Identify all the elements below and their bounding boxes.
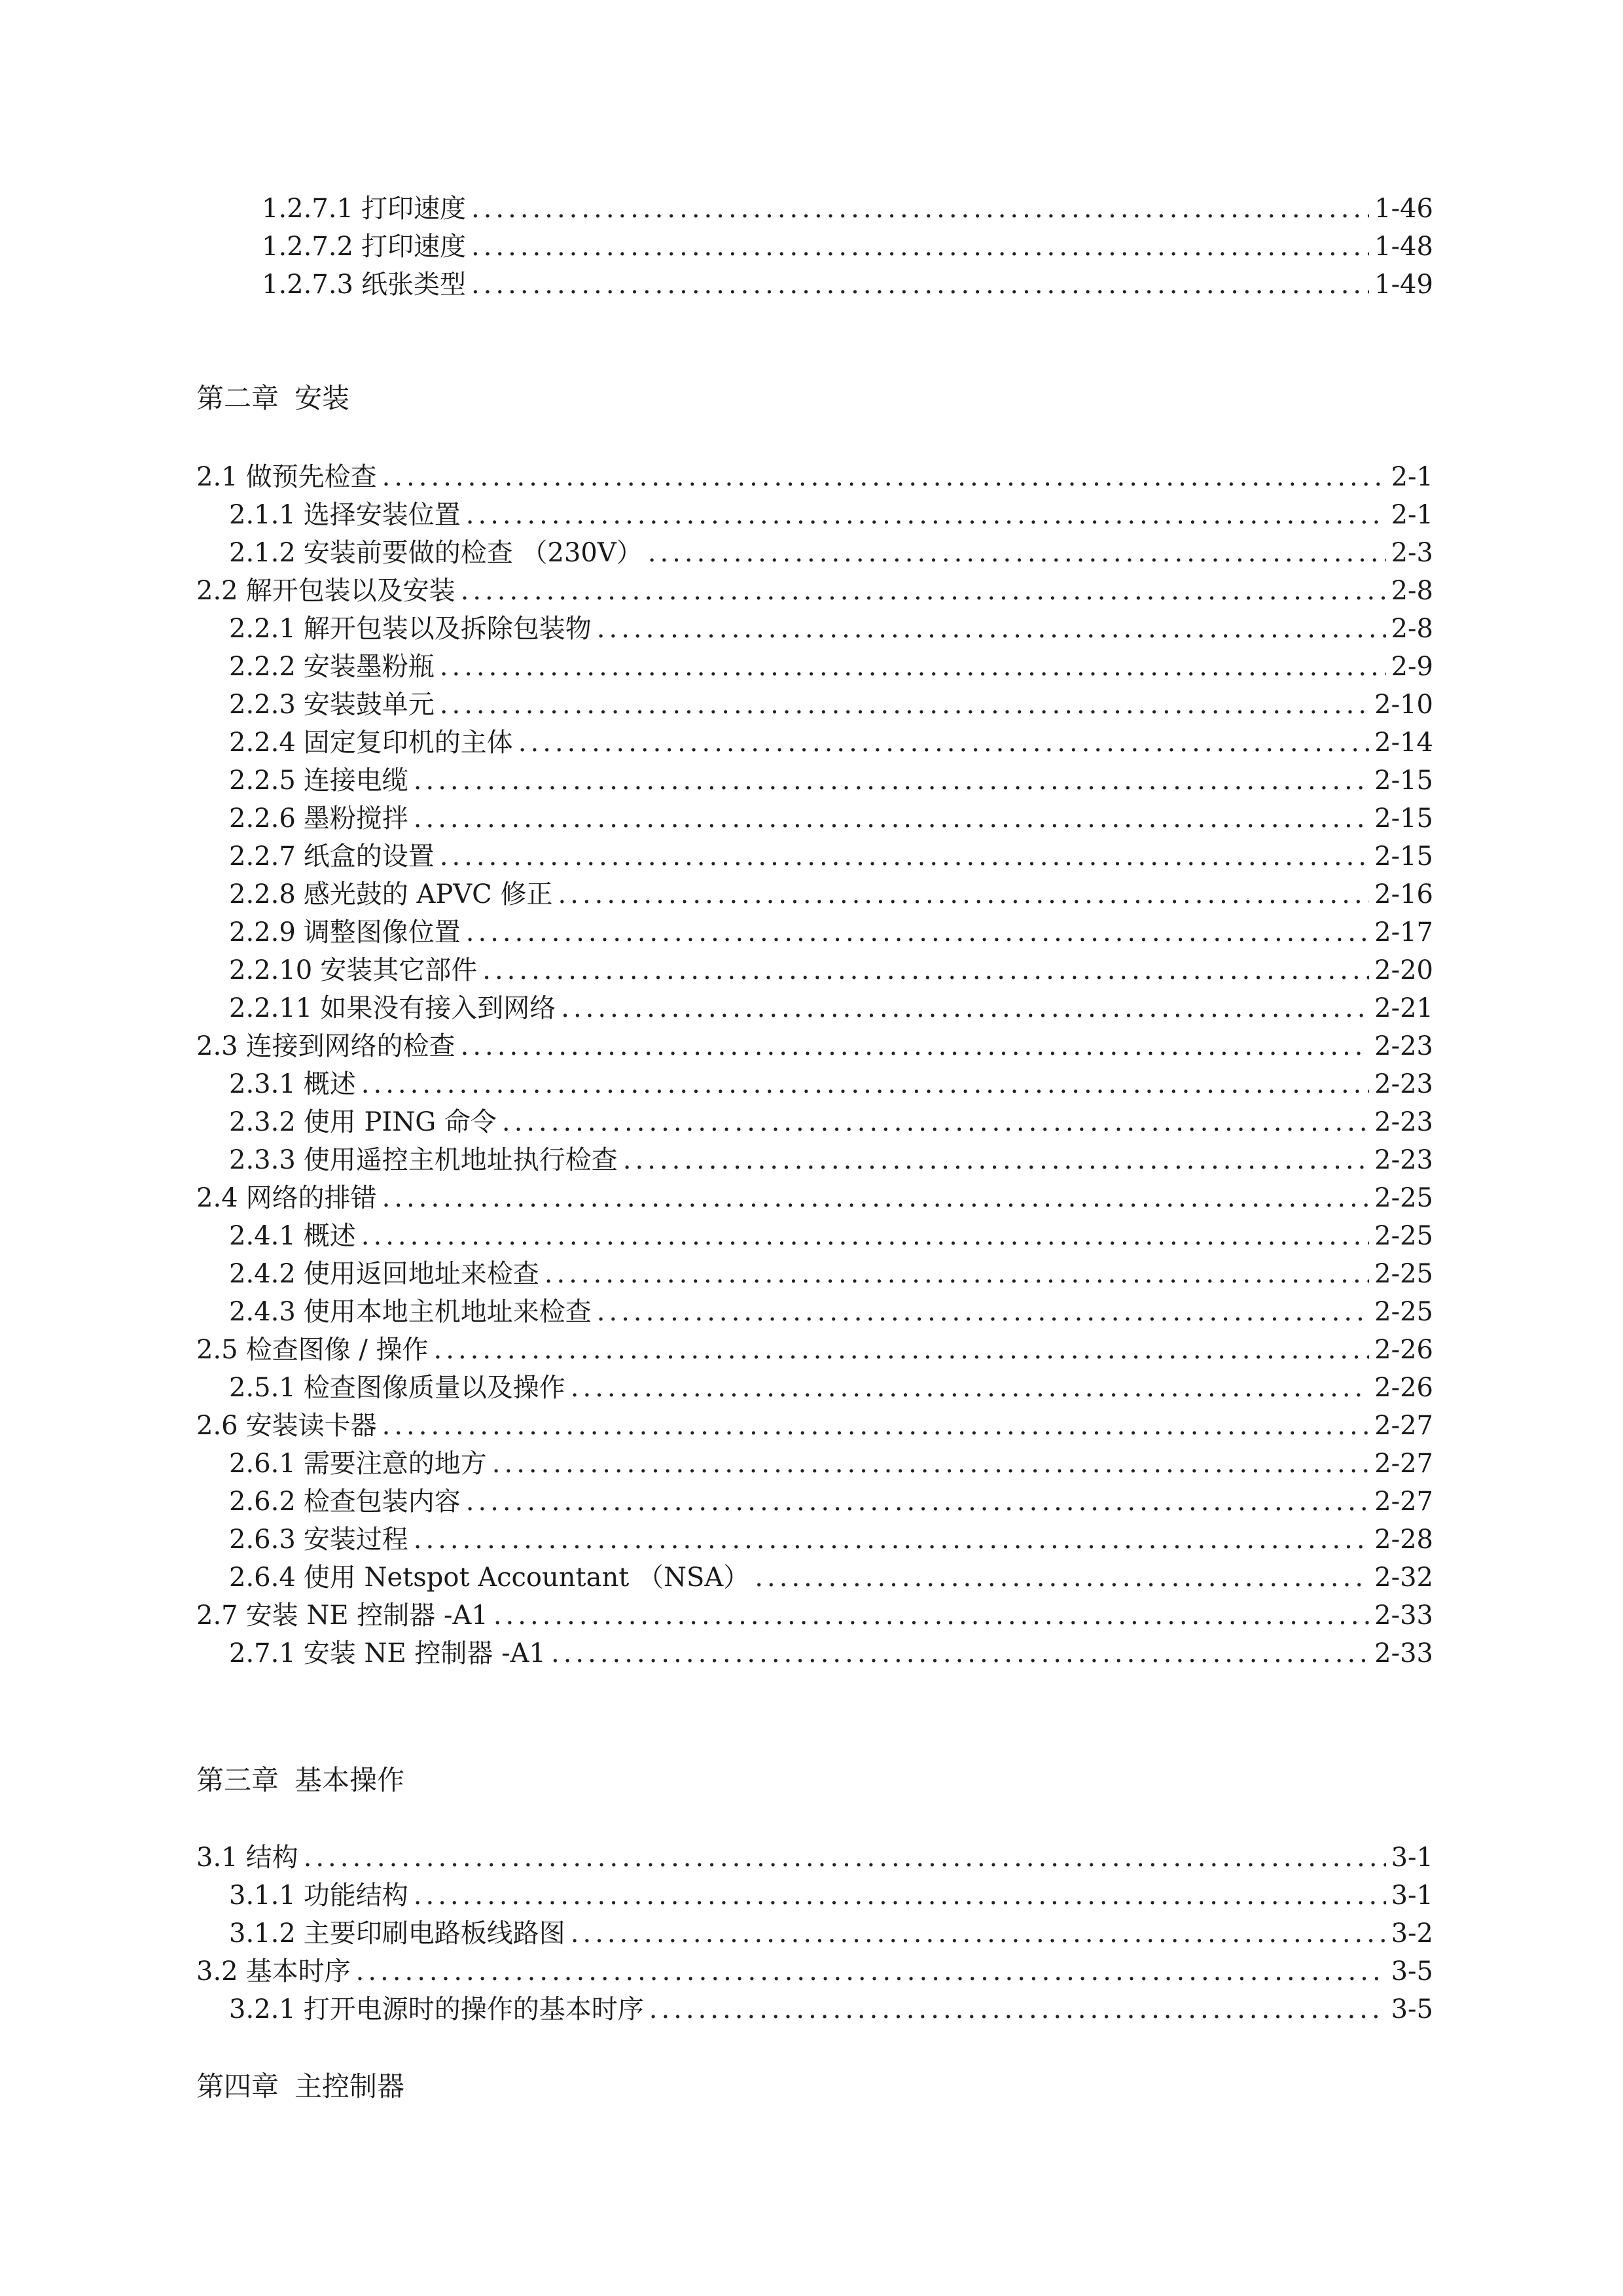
toc-entry-title: 检查图像 / 操作: [245, 1335, 429, 1365]
toc-entry-number: 2.2.8: [229, 879, 296, 910]
toc-entry-number: 2.6: [196, 1411, 238, 1441]
toc-entry-title: 选择安装位置: [303, 500, 461, 530]
toc-entry[interactable]: [196, 989, 1433, 1027]
toc-entry-number: 1.2.7.3: [262, 270, 353, 300]
toc-entry-title: 安装鼓单元: [303, 690, 435, 720]
toc-entry-number: 2.4: [196, 1183, 238, 1213]
toc-entry[interactable]: [196, 800, 1433, 838]
toc-entry[interactable]: [196, 1990, 1433, 2028]
toc-entry-number: 2.7: [196, 1600, 238, 1631]
toc-entry[interactable]: [196, 648, 1433, 686]
toc-entry-page: 2-27: [1374, 1411, 1433, 1441]
toc-entry-number: 2.4.3: [229, 1297, 296, 1327]
toc-entry-number: 3.1.2: [229, 1918, 296, 1949]
toc-entry-number: 2.5.1: [229, 1373, 296, 1403]
toc-entry-number: 1.2.7.1: [262, 194, 353, 224]
toc-entry-page: 2-20: [1374, 955, 1433, 985]
toc-leader-dots: [361, 1217, 1369, 1255]
toc-entry-number: 2.3.1: [229, 1069, 296, 1099]
toc-entry[interactable]: [196, 1915, 1433, 1952]
toc-entry-page: 2-3: [1391, 538, 1433, 568]
toc-entry-number: 2.3.3: [229, 1145, 296, 1175]
toc-entry-number: 3.1: [196, 1843, 238, 1873]
chapter-label: 第四章: [196, 2070, 279, 2102]
toc-entry-title: 感光鼓的 APVC 修正: [303, 879, 553, 910]
toc-leader-dots: [466, 496, 1386, 534]
toc-entry-page: 3-5: [1391, 1994, 1433, 2024]
toc-entry-title: 使用返回地址来检查: [303, 1259, 539, 1289]
toc-entry[interactable]: [196, 610, 1433, 648]
toc-entry-number: 2.2.10: [229, 955, 313, 985]
toc-entry[interactable]: [196, 266, 1433, 304]
toc-entry-number: 2.1.2: [229, 538, 296, 568]
toc-entry-number: 2.2.9: [229, 917, 296, 947]
toc-entry-page: 1-46: [1374, 194, 1433, 224]
toc-entry-page: 2-10: [1374, 690, 1433, 720]
toc-entry-title: 如果没有接入到网络: [320, 993, 556, 1023]
toc-leader-dots: [551, 1634, 1369, 1672]
toc-entry[interactable]: [196, 1407, 1433, 1445]
toc-entry-number: 2.6.1: [229, 1449, 296, 1479]
toc-entry[interactable]: [196, 762, 1433, 800]
toc-entry-page: 2-27: [1374, 1449, 1433, 1479]
toc-entry-title: 安装 NE 控制器 -A1: [245, 1600, 488, 1631]
toc-entry-title: 固定复印机的主体: [303, 728, 513, 758]
toc-entry-title: 安装读卡器: [245, 1411, 377, 1441]
toc-entry-number: 2.7.1: [229, 1638, 296, 1669]
toc-leader-dots: [571, 1915, 1386, 1952]
toc-entry-page: 2-16: [1374, 879, 1433, 910]
toc-entry[interactable]: [196, 190, 1433, 228]
toc-entry-number: 2.6.3: [229, 1525, 296, 1555]
toc-entry-title: 打印速度: [361, 194, 466, 224]
toc-entry-title: 解开包装以及安装: [245, 576, 455, 606]
toc-entry-title: 检查包装内容: [303, 1487, 461, 1517]
toc-entry-number: 2.4.2: [229, 1259, 296, 1289]
toc-entry-number: 2.2.11: [229, 993, 313, 1023]
toc-entry[interactable]: [196, 1839, 1433, 1877]
toc-leader-dots: [482, 951, 1369, 989]
toc-entry[interactable]: [196, 1445, 1433, 1483]
toc-entry[interactable]: [196, 534, 1433, 572]
toc-leader-dots: [414, 1521, 1369, 1559]
toc-leader-dots: [492, 1445, 1369, 1483]
toc-entry[interactable]: [196, 1369, 1433, 1407]
toc-entry-page: 2-14: [1374, 728, 1433, 758]
toc-leader-dots: [434, 1331, 1370, 1369]
toc-entry[interactable]: [196, 1597, 1433, 1634]
toc-entry[interactable]: [196, 913, 1433, 951]
toc-entry[interactable]: [196, 1179, 1433, 1217]
toc-entry[interactable]: [196, 1952, 1433, 1990]
toc-leader-dots: [440, 838, 1369, 875]
toc-entry[interactable]: [196, 1634, 1433, 1672]
toc-entry-page: 2-15: [1374, 766, 1433, 796]
toc-entry-page: 2-33: [1374, 1600, 1433, 1631]
chapter-label: 第三章: [196, 1764, 279, 1796]
toc-entry-number: 2.3: [196, 1031, 238, 1061]
toc-entry[interactable]: [196, 838, 1433, 875]
toc-leader-dots: [461, 572, 1386, 610]
toc-entry-title: 安装其它部件: [320, 955, 478, 985]
toc-entry-title: 检查图像质量以及操作: [303, 1373, 565, 1403]
toc-entry[interactable]: [196, 951, 1433, 989]
toc-leader-dots: [471, 190, 1369, 228]
toc-leader-dots: [414, 800, 1369, 838]
toc-entry-page: 1-49: [1374, 270, 1433, 300]
toc-entry-title: 使用本地主机地址来检查: [303, 1297, 592, 1327]
toc-entry-page: 2-25: [1374, 1297, 1433, 1327]
toc-entry-page: 3-1: [1391, 1881, 1433, 1911]
toc-entry[interactable]: [196, 724, 1433, 762]
toc-leader-dots: [471, 228, 1369, 266]
toc-leader-dots: [755, 1559, 1369, 1597]
toc-entry[interactable]: [196, 1559, 1433, 1597]
toc-entry-title: 网络的排错: [245, 1183, 377, 1213]
toc-entry-title: 调整图像位置: [303, 917, 461, 947]
toc-entry-title: 安装前要做的检查 （230V）: [303, 538, 643, 568]
toc-entry-title: 功能结构: [303, 1881, 408, 1911]
toc-entry-title: 使用遥控主机地址执行检查: [303, 1145, 618, 1175]
toc-entry-page: 2-26: [1374, 1335, 1433, 1365]
toc-entry-title: 使用 Netspot Accountant （NSA）: [303, 1563, 750, 1593]
toc-entry-page: 2-23: [1374, 1145, 1433, 1175]
toc-leader-dots: [623, 1141, 1369, 1179]
chapter-heading: [196, 380, 349, 417]
toc-entry-number: 3.1.1: [229, 1881, 296, 1911]
toc-entry-title: 做预先检查: [245, 462, 377, 492]
toc-entry-number: 2.1: [196, 462, 238, 492]
toc-leader-dots: [561, 989, 1369, 1027]
toc-entry-title: 纸盒的设置: [303, 841, 435, 872]
toc-entry[interactable]: [196, 572, 1433, 610]
toc-entry-page: 2-28: [1374, 1525, 1433, 1555]
toc-entry-page: 2-21: [1374, 993, 1433, 1023]
toc-entry-number: 2.2.5: [229, 766, 296, 796]
toc-entry-title: 打开电源时的操作的基本时序: [303, 1994, 644, 2024]
toc-entry-page: 2-15: [1374, 841, 1433, 872]
toc-entry-page: 2-1: [1391, 500, 1433, 530]
toc-leader-dots: [571, 1369, 1369, 1407]
toc-entry[interactable]: [196, 496, 1433, 534]
chapter-title: 安装: [294, 382, 350, 414]
toc-entry-page: 2-32: [1374, 1563, 1433, 1593]
toc-entry-title: 连接到网络的检查: [245, 1031, 455, 1061]
toc-leader-dots: [544, 1255, 1369, 1293]
toc-entry-page: 3-5: [1391, 1956, 1433, 1987]
toc-leader-dots: [304, 1839, 1386, 1877]
toc-entry-page: 2-1: [1391, 462, 1433, 492]
toc-entry[interactable]: [196, 1065, 1433, 1103]
toc-entry-title: 主要印刷电路板线路图: [303, 1918, 565, 1949]
toc-entry-number: 2.4.1: [229, 1221, 296, 1251]
toc-entry-title: 安装 NE 控制器 -A1: [303, 1638, 546, 1669]
toc-entry-title: 纸张类型: [361, 270, 466, 300]
toc-leader-dots: [461, 1027, 1370, 1065]
toc-entry-title: 墨粉搅拌: [303, 804, 408, 834]
toc-entry-number: 2.2.6: [229, 804, 296, 834]
toc-entry-page: 2-15: [1374, 804, 1433, 834]
chapter-heading: [196, 1761, 404, 1799]
toc-entry[interactable]: [196, 1255, 1433, 1293]
toc-entry-page: 2-23: [1374, 1069, 1433, 1099]
toc-entry-title: 使用 PING 命令: [303, 1107, 497, 1137]
toc-entry[interactable]: [196, 1877, 1433, 1915]
toc-entry-number: 2.2.2: [229, 652, 296, 682]
toc-entry[interactable]: [196, 1103, 1433, 1141]
toc-entry-title: 概述: [303, 1221, 356, 1251]
toc-entry-page: 2-25: [1374, 1183, 1433, 1213]
toc-leader-dots: [502, 1103, 1369, 1141]
toc-entry-number: 2.2: [196, 576, 238, 606]
toc-entry[interactable]: [196, 1331, 1433, 1369]
toc-entry-page: 2-8: [1391, 614, 1433, 644]
toc-entry[interactable]: [196, 1521, 1433, 1559]
toc-leader-dots: [518, 724, 1369, 762]
toc-entry-title: 结构: [245, 1843, 298, 1873]
toc-entry-number: 3.2.1: [229, 1994, 296, 2024]
chapter-title: 主控制器: [294, 2070, 405, 2102]
toc-entry-page: 2-23: [1374, 1031, 1433, 1061]
toc-entry[interactable]: [196, 1027, 1433, 1065]
toc-leader-dots: [466, 1483, 1369, 1521]
toc-entry-number: 2.2.1: [229, 614, 296, 644]
toc-entry-title: 解开包装以及拆除包装物: [303, 614, 592, 644]
toc-leader-dots: [471, 266, 1369, 304]
toc-entry-number: 2.2.7: [229, 841, 296, 872]
toc-entry[interactable]: [196, 686, 1433, 724]
chapter-title: 基本操作: [294, 1764, 405, 1796]
toc-entry-page: 2-8: [1391, 576, 1433, 606]
toc-entry-title: 需要注意的地方: [303, 1449, 487, 1479]
toc-entry-number: 2.6.4: [229, 1563, 296, 1593]
toc-entry-page: 2-25: [1374, 1259, 1433, 1289]
toc-entry-title: 连接电缆: [303, 766, 408, 796]
toc-leader-dots: [649, 1990, 1386, 2028]
toc-entry-page: 2-27: [1374, 1487, 1433, 1517]
chapter-label: 第二章: [196, 382, 279, 414]
toc-entry-number: 2.1.1: [229, 500, 296, 530]
toc-leader-dots: [493, 1597, 1369, 1634]
toc-leader-dots: [597, 1293, 1369, 1331]
toc-leader-dots: [361, 1065, 1369, 1103]
toc-entry-title: 概述: [303, 1069, 356, 1099]
toc-entry-page: 2-23: [1374, 1107, 1433, 1137]
toc-entry-title: 安装过程: [303, 1525, 408, 1555]
toc-entry-title: 安装墨粉瓶: [303, 652, 435, 682]
toc-leader-dots: [648, 534, 1386, 572]
toc-entry[interactable]: [196, 1217, 1433, 1255]
toc-entry-title: 基本时序: [245, 1956, 351, 1987]
toc-entry-number: 2.6.2: [229, 1487, 296, 1517]
toc-entry-page: 2-33: [1374, 1638, 1433, 1669]
toc-entry-page: 2-26: [1374, 1373, 1433, 1403]
toc-entry-page: 1-48: [1374, 232, 1433, 262]
toc-entry[interactable]: [196, 228, 1433, 266]
toc-entry-number: 2.2.3: [229, 690, 296, 720]
chapter-heading: [196, 2068, 404, 2106]
toc-entry-number: 3.2: [196, 1956, 238, 1987]
toc-entry[interactable]: [196, 875, 1433, 913]
toc-leader-dots: [356, 1952, 1386, 1990]
toc-leader-dots: [440, 648, 1386, 686]
toc-entry-page: 2-9: [1391, 652, 1433, 682]
toc-entry[interactable]: [196, 458, 1433, 496]
toc-leader-dots: [382, 458, 1386, 496]
toc-leader-dots: [382, 1179, 1370, 1217]
toc-entry-page: 2-17: [1374, 917, 1433, 947]
toc-entry[interactable]: [196, 1483, 1433, 1521]
toc-entry-page: 2-25: [1374, 1221, 1433, 1251]
toc-leader-dots: [440, 686, 1369, 724]
toc-entry-number: 1.2.7.2: [262, 232, 353, 262]
toc-entry-title: 打印速度: [361, 232, 466, 262]
toc-leader-dots: [558, 875, 1370, 913]
toc-entry[interactable]: [196, 1141, 1433, 1179]
toc-entry-number: 2.3.2: [229, 1107, 296, 1137]
toc-leader-dots: [414, 762, 1369, 800]
toc-leader-dots: [414, 1877, 1386, 1915]
toc-entry-number: 2.2.4: [229, 728, 296, 758]
toc-leader-dots: [382, 1407, 1370, 1445]
toc-entry-page: 3-2: [1391, 1918, 1433, 1949]
toc-leader-dots: [597, 610, 1386, 648]
toc-entry[interactable]: [196, 1293, 1433, 1331]
toc-entry-page: 3-1: [1391, 1843, 1433, 1873]
toc-entry-number: 2.5: [196, 1335, 238, 1365]
toc-leader-dots: [466, 913, 1369, 951]
